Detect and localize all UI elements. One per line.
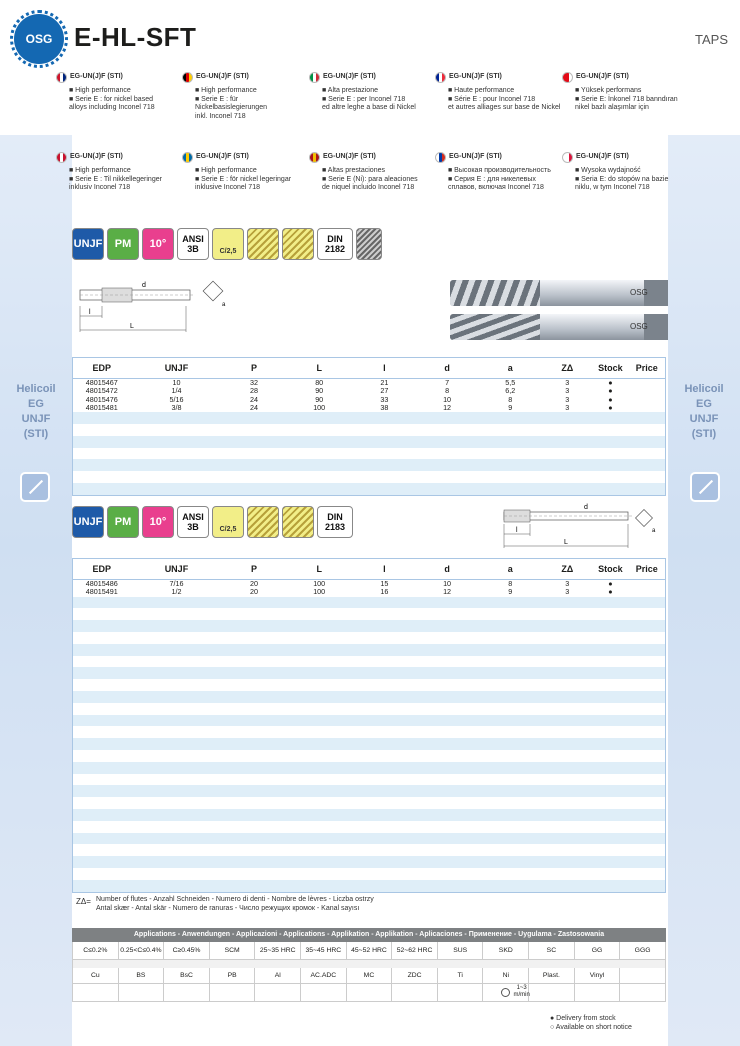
table-row[interactable]	[73, 580, 665, 588]
table-cell: ●	[608, 394, 613, 404]
stock-legend-filled: ● Delivery from stock	[550, 1015, 616, 1022]
dim-L-label: L	[130, 323, 134, 330]
din-label: DIN	[327, 512, 343, 522]
table-cell: 8	[508, 579, 513, 588]
application-cell: 35~45 HRC	[301, 942, 347, 960]
flag-pl-icon	[562, 152, 573, 163]
table-cell: ●	[608, 587, 613, 597]
table-cell: 20	[250, 587, 259, 597]
table-cell: 80	[315, 378, 324, 387]
table-row[interactable]	[73, 387, 665, 395]
application-cell: SC	[529, 942, 575, 960]
side-line: UNJF	[689, 413, 719, 425]
language-title: EG-UN(J)F (STI)	[323, 153, 376, 161]
table-cell: 48015472	[85, 386, 118, 396]
rake-angle-icon: 10°	[142, 506, 174, 538]
language-line: ■ Altas prestaciones	[322, 167, 385, 174]
table-cell: 48015467	[85, 378, 118, 387]
chamfer-icon: C/2,5	[212, 506, 244, 538]
table-cell: 48015476	[85, 394, 118, 404]
table-cell: 10	[172, 378, 181, 387]
table-cell: ●	[608, 579, 613, 588]
application-cell: BsC	[164, 968, 210, 984]
application-cell: MC	[347, 968, 393, 984]
column-header: Stock	[598, 363, 623, 373]
column-header: L	[316, 363, 322, 373]
table-cell	[629, 580, 665, 588]
table-cell: 3	[565, 386, 570, 396]
table-row[interactable]	[73, 588, 665, 596]
language-line: de niquel incluido Inconel 718	[322, 184, 415, 192]
table-cell: 3/8	[171, 402, 182, 412]
table-cell	[629, 588, 665, 596]
side-line: EG	[696, 398, 712, 410]
language-title: EG-UN(J)F (STI)	[576, 73, 629, 81]
language-line: сплавов, включая Inconel 718	[448, 184, 544, 192]
flutes-legend	[76, 895, 374, 913]
table-cell: 28	[250, 386, 259, 396]
application-cell: Cu	[72, 968, 119, 984]
osg-logo: OSG	[14, 14, 64, 64]
side-line: Helicoil	[684, 383, 724, 395]
table-cell: 10	[443, 394, 452, 404]
chamfer-icon: C/2,5	[212, 228, 244, 260]
language-line: ■ High performance	[195, 87, 257, 94]
side-line: UNJF	[21, 413, 51, 425]
table-cell: 3	[565, 378, 570, 387]
language-block-tr	[562, 72, 688, 113]
ansi-class: 3B	[187, 522, 199, 532]
table-empty-rows	[73, 597, 665, 892]
dim-L-label: L	[564, 539, 568, 546]
column-header: Price	[635, 564, 658, 574]
table-header	[73, 558, 665, 580]
flag-se-icon	[182, 152, 193, 163]
language-title: EG-UN(J)F (STI)	[196, 73, 249, 81]
speed-symbol-icon	[501, 988, 510, 997]
language-line: niklu, w tym Inconel 718	[575, 184, 650, 192]
language-header	[435, 72, 561, 83]
application-cell: C≤0.2%	[72, 942, 119, 960]
table-row[interactable]	[73, 379, 665, 387]
pm-material-icon: PM	[107, 506, 139, 538]
flag-fr-icon	[435, 72, 446, 83]
table-cell: 100	[313, 579, 326, 588]
application-cell: Ni	[483, 968, 529, 984]
applications-row-speed	[72, 984, 666, 1002]
language-line: ■ High performance	[195, 167, 257, 174]
column-header: l	[383, 564, 386, 574]
pm-material-icon: PM	[107, 228, 139, 260]
table-cell: 20	[250, 579, 259, 588]
column-header: d	[444, 564, 450, 574]
tap-photo-spiral	[450, 280, 668, 306]
legend-line: Antal skær - Antal skär - Numero de ranuras - Число режущих кромок - Kanal sayısı	[96, 905, 360, 912]
language-line: ■ Serie E: İnkonel 718 banndıran	[575, 95, 678, 103]
table-cell	[629, 379, 665, 387]
table-header	[73, 357, 665, 379]
flag-dk-icon	[56, 152, 67, 163]
table-cell: 3	[565, 402, 570, 412]
table-cell: 12	[443, 587, 452, 597]
table-cell	[629, 387, 665, 395]
speed-value: 1~3	[516, 985, 527, 991]
application-cell: AC.ADC	[301, 968, 347, 984]
application-cell: GGG	[620, 942, 666, 960]
table-cell: 90	[315, 386, 324, 396]
table-cell: 21	[380, 378, 389, 387]
table-cell: 7/16	[169, 579, 184, 588]
table-cell: 16	[380, 587, 389, 597]
table-cell: 100	[313, 587, 326, 597]
language-line: et autres alliages sur base de Nickel	[448, 104, 561, 112]
din-standard-icon	[317, 506, 353, 538]
table-cell: 5,5	[505, 378, 516, 387]
speed-unit: m/min	[513, 992, 530, 998]
application-cell: 52~62 HRC	[392, 942, 438, 960]
flag-es-icon	[309, 152, 320, 163]
table-cell: 100	[313, 402, 326, 412]
flag-tr-icon	[562, 72, 573, 83]
column-header: UNJF	[164, 564, 189, 574]
language-line: ■ Serie E : Til nikkellegeringer	[69, 175, 162, 183]
tap-mark: OSG	[630, 288, 648, 297]
through-hole-icon	[282, 228, 314, 260]
flag-ru-icon	[435, 152, 446, 163]
flag-en-icon	[56, 72, 67, 83]
legend-line: Number of flutes - Anzahl Schneiden - Numero di denti - Nombre de lèvres - Liczba ostrzy	[96, 896, 374, 903]
language-block-ru	[435, 152, 561, 193]
table-cell: 1/4	[171, 386, 182, 396]
table-cell: 15	[380, 579, 389, 588]
language-line: ■ Серия E : для никелевых	[448, 175, 536, 183]
column-header: a	[507, 564, 513, 574]
side-line: Helicoil	[16, 383, 56, 395]
application-cell: Vinyl	[575, 968, 621, 984]
application-cell: SCM	[210, 942, 256, 960]
language-line: ■ Série E : pour Inconel 718	[448, 95, 536, 103]
column-header: L	[316, 564, 322, 574]
table-cell: ●	[608, 402, 613, 412]
ansi-class-icon	[177, 228, 209, 260]
application-cell: SUS	[438, 942, 484, 960]
tap-mark: OSG	[630, 322, 648, 331]
table-cell: 24	[250, 394, 259, 404]
application-cell: BS	[119, 968, 165, 984]
table-cell: 3	[565, 579, 570, 588]
tap-category-icon[interactable]	[20, 472, 50, 502]
side-line: (STI)	[23, 428, 49, 440]
table-cell: 7	[445, 378, 450, 387]
table-cell: 48015491	[85, 587, 118, 597]
table-cell: ●	[608, 378, 613, 387]
tap-photo-point	[450, 314, 668, 340]
application-cell: Ti	[438, 968, 484, 984]
dim-l-label: l	[89, 309, 91, 316]
application-cell: PB	[210, 968, 256, 984]
language-block-se	[182, 152, 308, 193]
column-header: ZΔ	[561, 363, 574, 373]
column-header: UNJF	[164, 363, 189, 373]
coating-icon	[247, 228, 279, 260]
language-block-fr	[435, 72, 561, 113]
flag-de-icon	[182, 72, 193, 83]
table-cell	[629, 404, 665, 412]
legend-key: ZΔ=	[76, 897, 91, 906]
applications-table	[72, 928, 666, 1002]
table-cell: 27	[380, 386, 389, 396]
column-header: EDP	[92, 363, 111, 373]
language-line: ■ Wysoka wydajność	[575, 167, 641, 174]
table-cell	[629, 396, 665, 404]
column-header: l	[383, 363, 386, 373]
language-line: ■ Serie E (Ni): para aleaciones	[322, 175, 418, 183]
language-line: ■ Serie E : für Nickelbasislegierungen	[195, 95, 267, 112]
section-label: TAPS	[695, 32, 728, 47]
ansi-class: 3B	[187, 244, 199, 254]
applications-row-nonferrous	[72, 968, 666, 984]
product-title: E-HL-SFT	[74, 22, 197, 52]
table-row[interactable]	[73, 396, 665, 404]
language-line: ■ Haute performance	[448, 87, 515, 94]
table-cell: 48015481	[85, 402, 118, 412]
din-label: DIN	[327, 234, 343, 244]
language-header	[435, 152, 561, 163]
language-line: inkl. Inconel 718	[195, 112, 246, 120]
table-cell: 8	[508, 394, 513, 404]
table-empty-rows	[73, 412, 665, 495]
table-row[interactable]	[73, 404, 665, 412]
column-header: a	[507, 363, 513, 373]
language-title: EG-UN(J)F (STI)	[323, 73, 376, 81]
applications-row-steel	[72, 942, 666, 960]
language-line: inklusiv Inconel 718	[69, 184, 131, 192]
application-cell: Al	[255, 968, 301, 984]
spec-icons-2	[72, 506, 353, 540]
language-title: EG-UN(J)F (STI)	[70, 73, 123, 81]
table-cell: 3	[565, 587, 570, 597]
table-cell: 6,2	[505, 386, 516, 396]
side-line: (STI)	[691, 428, 717, 440]
language-line: ■ Высокая производительность	[448, 167, 551, 174]
table-cell: 38	[380, 402, 389, 412]
table-cell: ●	[608, 386, 613, 396]
language-line: ■ Yüksek performans	[575, 87, 642, 94]
application-cell: Plast.	[529, 968, 575, 984]
ansi-label: ANSI	[182, 512, 204, 522]
language-title: EG-UN(J)F (STI)	[576, 153, 629, 161]
din-number: 2183	[324, 522, 346, 532]
language-line: ed altre leghe a base di Nickel	[322, 104, 416, 112]
language-line: ■ Seria E: do stopów na bazie	[575, 175, 669, 183]
language-block-pl	[562, 152, 688, 193]
tap-category-icon[interactable]	[690, 472, 720, 502]
table-cell: 12	[443, 402, 452, 412]
application-cell: 45~52 HRC	[347, 942, 393, 960]
language-line: ■ Serie E : för nickel legeringar	[195, 175, 292, 183]
language-title: EG-UN(J)F (STI)	[196, 153, 249, 161]
din-number: 2182	[324, 244, 346, 254]
language-header	[56, 152, 182, 163]
language-block-en	[56, 72, 182, 113]
left-side-band	[0, 135, 72, 1046]
side-line: EG	[28, 398, 44, 410]
product-table-din2182	[72, 357, 666, 496]
dim-d-label: d	[584, 504, 588, 511]
language-header	[562, 152, 688, 163]
column-header: ZΔ	[561, 564, 574, 574]
language-line: ■ Serie E : for nickel based	[69, 95, 153, 103]
language-line: nikel bazlı alaşımlar için	[575, 104, 649, 112]
language-line: ■ High performance	[69, 87, 131, 94]
coating-icon	[247, 506, 279, 538]
language-header	[309, 152, 435, 163]
application-cell	[620, 968, 666, 984]
dim-a-label: a	[652, 528, 656, 534]
cutting-speed-cell	[483, 984, 529, 1002]
tap-dimension-drawing-1	[72, 280, 242, 338]
stock-legend	[550, 1014, 632, 1032]
language-line: alloys including Inconel 718	[69, 104, 155, 112]
language-title: EG-UN(J)F (STI)	[449, 73, 502, 81]
column-header: Price	[635, 363, 658, 373]
application-cell: SKD	[483, 942, 529, 960]
unjf-thread-icon: UNJF	[72, 506, 104, 538]
table-cell: 33	[380, 394, 389, 404]
application-cell: GG	[575, 942, 621, 960]
dim-d-label: d	[142, 282, 146, 289]
table-cell: 32	[250, 378, 259, 387]
table-cell: 90	[315, 394, 324, 404]
thread-profile-icon	[356, 228, 382, 260]
table-cell: 48015486	[85, 579, 118, 588]
ansi-class-icon	[177, 506, 209, 538]
table-cell: 1/2	[171, 587, 182, 597]
ansi-label: ANSI	[182, 234, 204, 244]
side-label-right	[668, 382, 740, 442]
table-cell: 5/16	[169, 394, 184, 404]
table-cell: 9	[508, 587, 513, 597]
application-cell: 25~35 HRC	[255, 942, 301, 960]
table-cell: 9	[508, 402, 513, 412]
dim-l-label: l	[516, 527, 518, 534]
table-cell: 10	[443, 579, 452, 588]
applications-title: Applications - Anwendungen - Applicazioni - Applications - Applikation - Applikation - Aplicaciones - Применение - Uygulama - Zastosowania	[72, 928, 666, 942]
language-line: ■ Serie E : per Inconel 718	[322, 95, 406, 103]
applications-separator	[72, 960, 666, 968]
language-block-es	[309, 152, 435, 193]
language-header	[182, 152, 308, 163]
column-header: EDP	[92, 564, 111, 574]
language-header	[182, 72, 308, 83]
spec-icons-1	[72, 228, 382, 262]
language-title: EG-UN(J)F (STI)	[449, 153, 502, 161]
language-line: ■ Alta prestazione	[322, 87, 378, 94]
right-side-band	[668, 135, 740, 1046]
unjf-thread-icon: UNJF	[72, 228, 104, 260]
application-cell: ZDC	[392, 968, 438, 984]
language-header	[56, 72, 182, 83]
language-block-de	[182, 72, 308, 121]
product-table-din2183	[72, 558, 666, 893]
side-label-left	[0, 382, 72, 442]
language-line: inklusive Inconel 718	[195, 184, 260, 192]
stock-legend-open: ○ Available on short notice	[550, 1024, 632, 1031]
through-hole-icon	[282, 506, 314, 538]
column-header: P	[251, 363, 258, 373]
language-block-it	[309, 72, 435, 113]
language-title: EG-UN(J)F (STI)	[70, 153, 123, 161]
language-block-dk	[56, 152, 182, 193]
table-cell: 24	[250, 402, 259, 412]
language-line: ■ High performance	[69, 167, 131, 174]
rake-angle-icon: 10°	[142, 228, 174, 260]
column-header: P	[251, 564, 258, 574]
column-header: d	[444, 363, 450, 373]
application-cell: 0.25<C≤0.4%	[119, 942, 165, 960]
tap-dimension-drawing-2	[496, 502, 666, 554]
language-header	[309, 72, 435, 83]
dim-a-label: a	[222, 302, 226, 308]
flag-it-icon	[309, 72, 320, 83]
application-cell: C≥0.45%	[164, 942, 210, 960]
table-cell: 8	[445, 386, 450, 396]
table-cell: 3	[565, 394, 570, 404]
language-header	[562, 72, 688, 83]
din-standard-icon	[317, 228, 353, 260]
column-header: Stock	[598, 564, 623, 574]
